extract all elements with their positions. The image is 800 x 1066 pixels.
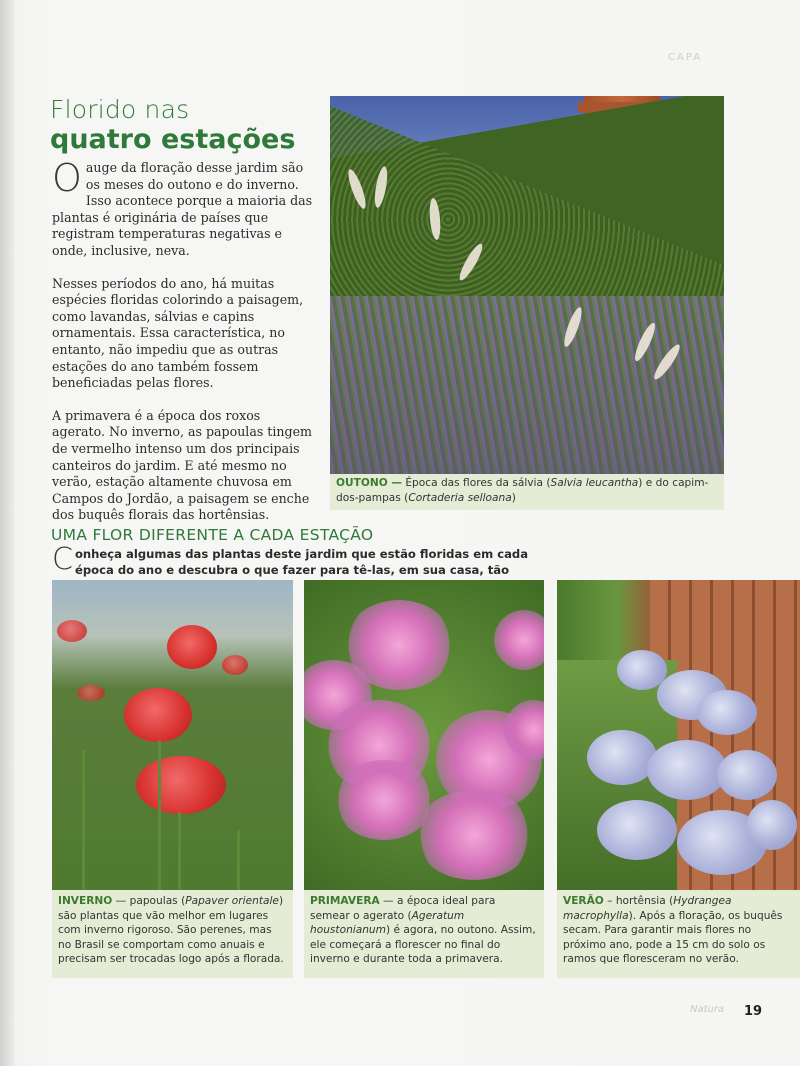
caption-primavera xyxy=(304,890,544,978)
paragraph-3: A primavera é a época dos roxos agerato. No inverno, as papoulas tingem de vermelho intenso um dos principais canteiros do jardim. E até mesmo no verão, estação altamente chuvosa em Campos do Jordão, a paisagem se enche dos buquês florais das hortênsias. xyxy=(52,407,312,523)
caption-text: ) é agora, no outono. Assim, ele começará a florescer no final do inverno e durante toda a primavera. xyxy=(310,924,536,966)
ageratum-photo xyxy=(304,580,544,890)
poppy-photo xyxy=(52,580,293,890)
latin-name: Ageratum houstonianum xyxy=(310,909,465,937)
lead-dropcap: C xyxy=(52,542,73,577)
title-line-1: Florido nas xyxy=(50,95,190,124)
page-number: 19 xyxy=(744,1004,763,1019)
caption-text: — a época ideal para semear o agerato ( xyxy=(310,895,496,922)
caption-text: ) xyxy=(511,492,516,504)
page-spine-shadow xyxy=(0,0,14,1066)
caption-verao xyxy=(557,890,800,978)
lead-text: onheça algumas das plantas deste jardim que estão floridas em cada época do ano e descubra o que fazer para tê-las, em sua casa, tão xyxy=(74,547,529,577)
caption-text: ). Após a floração, os buquês secam. Para garantir mais flores no próximo ano, pode a 15 cm do solo os ramos que floresceram no verão. xyxy=(563,909,783,966)
latin-name: Salvia leucantha xyxy=(550,477,639,489)
caption-label: PRIMAVERA xyxy=(310,895,380,907)
footer-ghost-text: Natura xyxy=(690,1004,725,1015)
latin-name: Papaver orientale xyxy=(185,895,279,907)
hydrangea-photo xyxy=(557,580,800,890)
autumn-garden-photo xyxy=(330,96,724,474)
article-body xyxy=(52,156,314,540)
caption-text: Época das flores da sálvia ( xyxy=(402,477,551,489)
paragraph-2: Nesses períodos do ano, há muitas espécies floridas colorindo a paisagem, como lavandas, sálvias e capins ornamentais. Essa característica, no entanto, não impediu que as outras estações do ano também fossem beneficiadas pelas flores. xyxy=(52,275,304,391)
hero-caption xyxy=(330,474,724,510)
caption-text: – hortênsia ( xyxy=(603,895,674,907)
paragraph-1-text: auge da floração desse jardim são os meses do outono e do inverno. Isso acontece porque a maioria das plantas é originária de países que registram temperaturas negativas e onde, inclusive, neva. xyxy=(52,160,313,258)
article-title xyxy=(50,96,320,156)
section-title: UMA FLOR DIFERENTE A CADA ESTAÇÃO xyxy=(51,526,374,544)
caption-inverno xyxy=(52,890,293,978)
paragraph-1 xyxy=(52,156,314,260)
caption-text: ) são plantas que vão melhor em lugares com inverno rigoroso. São perenes, mas no Brasil se comportam como anuais e precisam ser trocadas logo após a florada. xyxy=(58,895,284,966)
title-line-2: quatro estações xyxy=(50,124,296,155)
latin-name: Hydrangea macrophylla xyxy=(563,895,732,922)
caption-text: — papoulas ( xyxy=(112,895,186,907)
section-ghost-label: CAPA xyxy=(668,52,703,63)
caption-text: ) e do capim-dos-pampas ( xyxy=(336,477,709,504)
latin-name: Cortaderia selloana xyxy=(408,492,512,504)
caption-label: INVERNO xyxy=(58,895,113,907)
caption-label: OUTONO — xyxy=(336,477,402,489)
dropcap: O xyxy=(52,156,82,200)
caption-label: VERÃO xyxy=(563,895,604,907)
